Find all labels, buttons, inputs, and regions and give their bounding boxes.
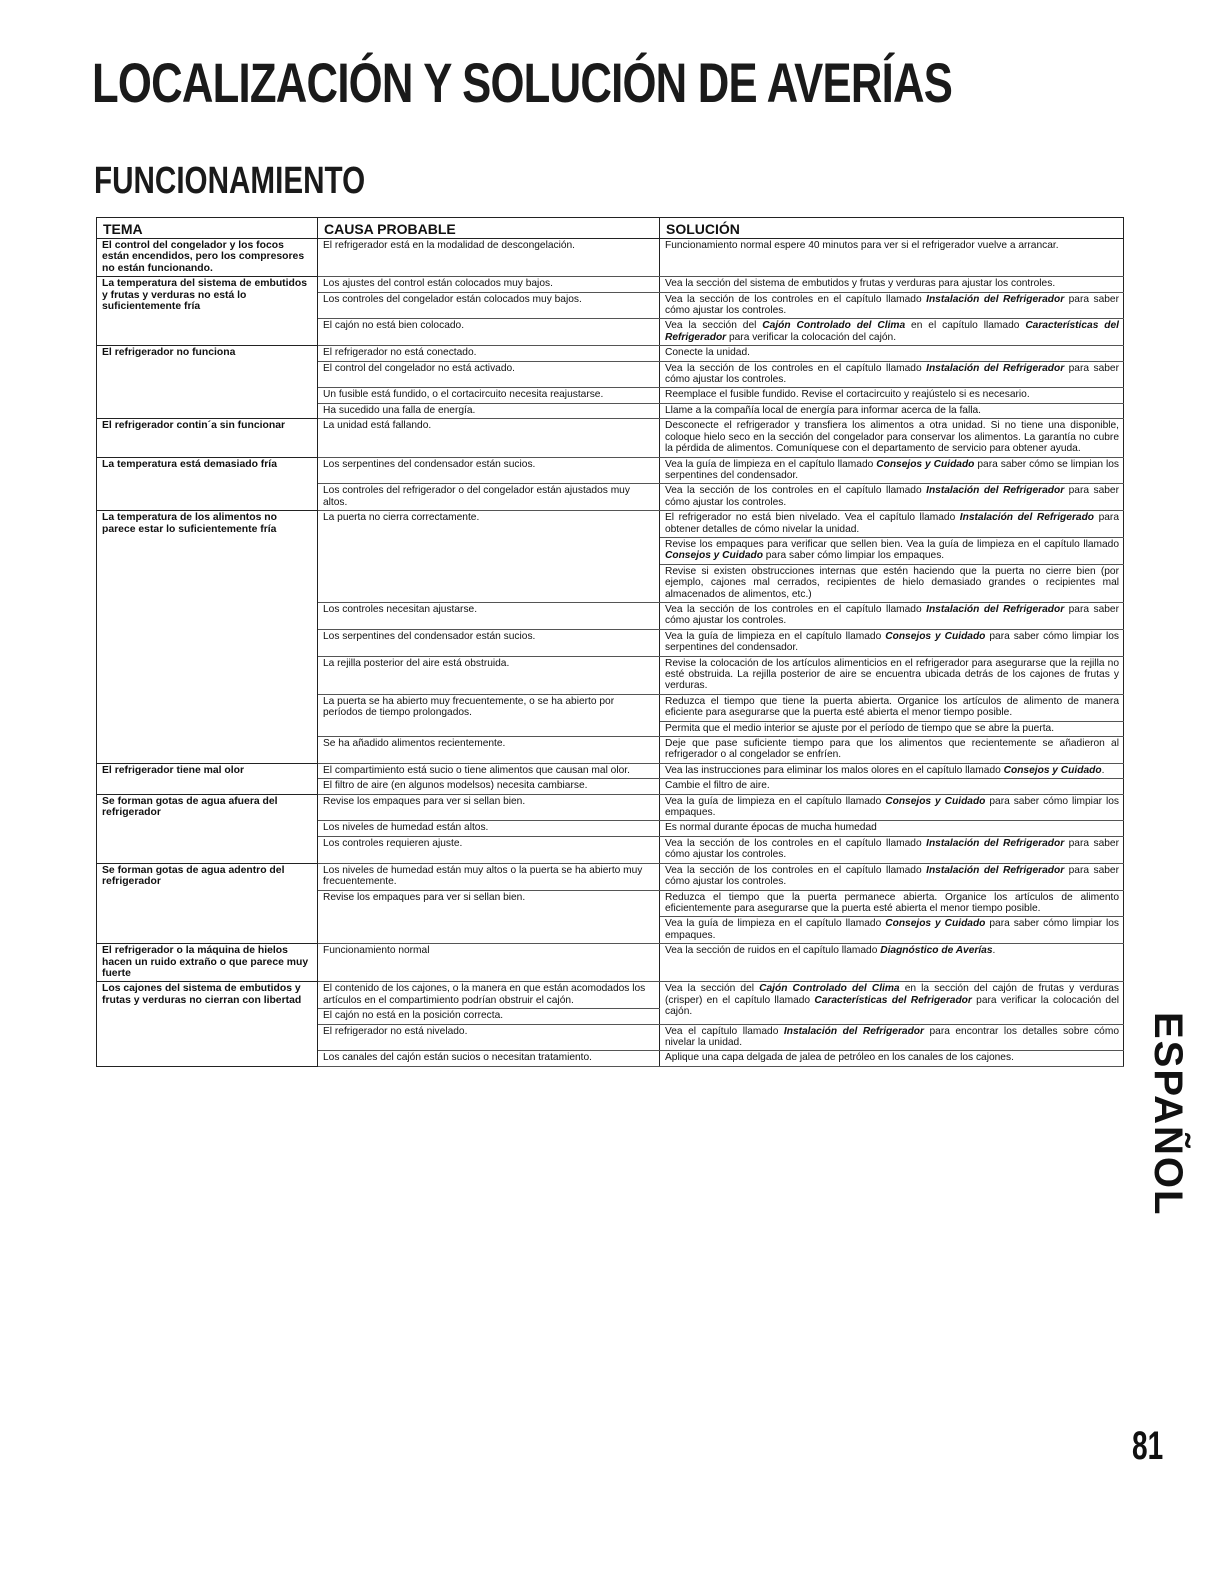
table-body <box>97 239 1124 1067</box>
causa-cell: El refrigerador no está nivelado. <box>318 1024 660 1051</box>
tema-cell: El refrigerador o la máquina de hielos hacen un ruido extraño o que parece muy fuerte <box>97 944 318 982</box>
solucion-cell <box>660 292 1124 319</box>
solucion-text: Cambie el filtro de aire. <box>665 780 770 792</box>
solucion-cell <box>660 564 1124 602</box>
solucion-text: Aplique una capa delgada de jalea de petróleo en los canales de los cajones. <box>665 1052 1014 1064</box>
solucion-text: Vea la sección del <box>665 320 763 332</box>
table-row <box>97 346 1124 361</box>
language-tab <box>1140 1010 1200 1217</box>
solucion-cell <box>660 821 1124 836</box>
solucion-text: Vea la guía de limpieza en el capítulo llamado <box>665 458 877 470</box>
solucion-cell <box>660 403 1124 418</box>
causa-cell: Los controles requieren ajuste. <box>318 836 660 863</box>
solucion-text: Vea las instrucciones para eliminar los malos olores en el capítulo llamado <box>665 764 1004 776</box>
solucion-cell <box>660 388 1124 403</box>
solucion-text: Vea la guía de limpieza en el capítulo llamado <box>665 630 886 642</box>
chapter-reference: Consejos y Cuidado <box>885 795 986 807</box>
header-tema: TEMA <box>97 218 318 239</box>
solucion-cell <box>660 836 1124 863</box>
solucion-text: en la sección del cajón de frutas y verduras (crisper) en el capítulo llamado <box>665 983 1119 1006</box>
solucion-cell <box>660 890 1124 917</box>
table-row <box>97 982 1124 1009</box>
solucion-text: Vea la sección del sistema de embutidos y frutas y verduras para ajustar los controles. <box>665 278 1056 290</box>
section-title: FUNCIONAMIENTO <box>94 160 366 202</box>
table-row <box>97 419 1124 457</box>
solucion-text: Vea la sección de los controles en el capítulo llamado <box>665 485 927 497</box>
chapter-reference: Instalación del Refrigerador <box>926 864 1065 876</box>
solucion-text: Llame a la compañía local de energía para informar acerca de la falla. <box>665 404 981 416</box>
solucion-cell <box>660 319 1124 346</box>
solucion-text: para saber cómo limpiar los empaques. <box>665 795 1119 819</box>
solucion-cell <box>660 721 1124 736</box>
causa-cell: El cajón no está bien colocado. <box>318 319 660 346</box>
causa-cell: El contenido de los cajones, o la manera en que están acomodados los artículos en el compartimiento podrían obstruir el cajón. <box>318 982 660 1009</box>
table-header-row <box>97 218 1124 239</box>
chapter-reference: Consejos y Cuidado <box>885 918 986 930</box>
page-title: LOCALIZACIÓN Y SOLUCIÓN DE AVERÍAS <box>92 51 953 114</box>
solucion-text: para saber cómo ajustar los controles. <box>665 485 1119 508</box>
causa-cell: Los ajustes del control están colocados muy bajos. <box>318 277 660 292</box>
solucion-text: Vea la sección de ruidos en el capítulo llamado <box>665 945 881 957</box>
causa-cell: El filtro de aire (en algunos modelsos) necesita cambiarse. <box>318 779 660 794</box>
header-causa: CAUSA PROBABLE <box>318 218 660 239</box>
causa-cell: El refrigerador está en la modalidad de descongelación. <box>318 239 660 277</box>
causa-cell: Los niveles de humedad están altos. <box>318 821 660 836</box>
chapter-reference: Cajón Controlado del Clima <box>762 320 906 332</box>
solucion-text: Vea la sección de los controles en el capítulo llamado <box>665 837 927 849</box>
solucion-cell <box>660 944 1124 982</box>
chapter-reference: Instalación del Refrigerador <box>926 362 1065 374</box>
tema-cell: La temperatura está demasiado fría <box>97 457 318 511</box>
solucion-text: El refrigerador no está bien nivelado. Vea el capítulo llamado <box>665 512 960 524</box>
table-row <box>97 944 1124 982</box>
solucion-cell <box>660 1024 1124 1051</box>
solucion-cell <box>660 361 1124 388</box>
causa-cell: Revise los empaques para ver si sellan bien. <box>318 794 660 821</box>
tema-cell: Se forman gotas de agua afuera del refrigerador <box>97 794 318 863</box>
solucion-text: Reduzca el tiempo que la puerta permanece abierta. Organice los artículos de alimento eficientemente para asegurarse que la puerta esté abierta el menor tiempo posible. <box>665 891 1119 914</box>
solucion-cell <box>660 537 1124 564</box>
solucion-text: Permita que el medio interior se ajuste por el período de tiempo que se abre la puerta. <box>665 722 1055 734</box>
solucion-cell <box>660 419 1124 457</box>
table-row <box>97 457 1124 484</box>
language-tab-label: ESPAÑOL <box>1146 1012 1190 1217</box>
solucion-text: Vea la guía de limpieza en el capítulo llamado <box>665 795 886 807</box>
chapter-reference: Consejos y Cuidado <box>665 550 763 562</box>
solucion-text: para saber cómo ajustar los controles. <box>665 837 1119 861</box>
solucion-cell <box>660 779 1124 794</box>
causa-cell: Los controles del congelador están colocados muy bajos. <box>318 292 660 319</box>
solucion-text: para saber cómo limpiar los empaques. <box>762 550 945 562</box>
causa-cell: Los serpentines del condensador están sucios. <box>318 629 660 656</box>
solucion-text: Revise la colocación de los artículos alimenticios en el refrigerador para asegurarse que la rejilla no esté obstruida. La rejilla posterior de aire se encuentra ubicada detrás de los cajones de frutas y verduras. <box>665 657 1119 692</box>
solucion-cell <box>660 737 1124 764</box>
causa-cell: Los niveles de humedad están muy altos o la puerta se ha abierto muy frecuentemente. <box>318 863 660 890</box>
solucion-cell <box>660 982 1124 1024</box>
solucion-text: para encontrar los detalles sobre cómo nivelar la unidad. <box>665 1025 1119 1048</box>
chapter-reference: Consejos y Cuidado <box>885 630 986 642</box>
solucion-text: Vea la sección de los controles en el capítulo llamado <box>665 864 927 876</box>
causa-cell: Ha sucedido una falla de energía. <box>318 403 660 418</box>
chapter-reference: Instalación del Refrigerador <box>926 293 1065 305</box>
causa-cell: La rejilla posterior del aire está obstruida. <box>318 656 660 694</box>
table-row <box>97 763 1124 778</box>
causa-cell: Los controles del refrigerador o del congelador están ajustados muy altos. <box>318 484 660 511</box>
solucion-cell <box>660 1051 1124 1066</box>
solucion-text: en el capítulo llamado <box>905 320 1026 332</box>
causa-cell: El refrigerador no está conectado. <box>318 346 660 361</box>
solucion-text: Vea la sección de los controles en el capítulo llamado <box>665 362 927 374</box>
chapter-reference: Consejos y Cuidado <box>876 458 975 470</box>
solucion-text: Conecte la unidad. <box>665 347 750 359</box>
causa-cell: Se ha añadido alimentos recientemente. <box>318 737 660 764</box>
chapter-reference: Diagnóstico de Averías <box>880 945 993 957</box>
solucion-cell <box>660 763 1124 778</box>
tema-cell: La temperatura de los alimentos no parece estar lo suficientemente fría <box>97 511 318 764</box>
solucion-cell <box>660 484 1124 511</box>
chapter-reference: Características del Refrigerador <box>665 320 1120 343</box>
solucion-cell <box>660 863 1124 890</box>
tema-cell: El refrigerador contin´a sin funcionar <box>97 419 318 457</box>
solucion-text: Desconecte el refrigerador y transfiera los alimentos a otra unidad. Si no tiene una disponible, coloque hielo seco en la sección del congelador para conservar los alimentos. La garantía no cubre la pérdida de alimentos. Comuníquese con el departamento de servicio para obtener ayuda. <box>665 420 1119 455</box>
solucion-text: para verificar la colocación del cajón. <box>665 994 1119 1018</box>
solucion-cell <box>660 656 1124 694</box>
solucion-text: Vea la sección de los controles en el capítulo llamado <box>665 293 927 305</box>
header-solucion: SOLUCIÓN <box>660 218 1124 239</box>
tema-cell: El control del congelador y los focos están encendidos, pero los compresores no están funcionando. <box>97 239 318 277</box>
causa-cell: Funcionamiento normal <box>318 944 660 982</box>
causa-cell: El cajón no está en la posición correcta. <box>318 1009 660 1024</box>
solucion-cell <box>660 794 1124 821</box>
solucion-text: Revise si existen obstrucciones internas que estén haciendo que la puerta no cierre bien (por ejemplo, cajones mal cerrados, recipientes de hielo demasiado grandes o recipientes mal almacenados de alimentos, etc.) <box>665 565 1119 600</box>
solucion-text: para saber cómo ajustar los controles. <box>665 864 1119 888</box>
solucion-text: para saber cómo se limpian los serpentines del condensador. <box>665 458 1119 481</box>
chapter-reference: Instalación del Refrigerador <box>783 1025 924 1037</box>
solucion-text: para saber cómo limpiar los serpentines del condensador. <box>665 630 1119 654</box>
solucion-text: para saber cómo ajustar los controles. <box>665 293 1119 317</box>
causa-cell: El control del congelador no está activado. <box>318 361 660 388</box>
table-row <box>97 511 1124 538</box>
solucion-text: Vea la guía de limpieza en el capítulo llamado <box>665 918 886 930</box>
table-row <box>97 794 1124 821</box>
page-number: 81 <box>1132 1424 1164 1468</box>
table-row <box>97 239 1124 277</box>
tema-cell: Se forman gotas de agua adentro del refrigerador <box>97 863 318 943</box>
chapter-reference: Características del Refrigerador <box>814 994 972 1006</box>
causa-cell: Los canales del cajón están sucios o necesitan tratamiento. <box>318 1051 660 1066</box>
tema-cell: La temperatura del sistema de embutidos y frutas y verduras no está lo suficientemente fría <box>97 277 318 346</box>
chapter-reference: Instalación del Refrigerador <box>926 603 1065 615</box>
causa-cell: Un fusible está fundido, o el cortacircuito necesita reajustarse. <box>318 388 660 403</box>
causa-cell: Revise los empaques para ver si sellan bien. <box>318 890 660 944</box>
solucion-text: Funcionamiento normal espere 40 minutos para ver si el refrigerador vuelve a arrancar. <box>665 240 1059 251</box>
tema-cell: El refrigerador tiene mal olor <box>97 763 318 794</box>
solucion-text: Vea la sección del <box>665 983 760 995</box>
solucion-text: Reduzca el tiempo que tiene la puerta abierta. Organice los artículos de alimento de manera eficiente para asegurarse que la puerta esté abierta el menor tiempo posible. <box>665 695 1119 719</box>
causa-cell: La unidad está fallando. <box>318 419 660 457</box>
solucion-text: . <box>1101 764 1105 776</box>
solucion-cell <box>660 346 1124 361</box>
causa-cell: Los serpentines del condensador están sucios. <box>318 457 660 484</box>
chapter-reference: Instalación del Refrigerador <box>926 837 1065 849</box>
solucion-text: . <box>992 945 996 957</box>
solucion-cell <box>660 629 1124 656</box>
solucion-cell <box>660 239 1124 277</box>
solucion-text: para obtener detalles de cómo nivelar la unidad. <box>665 512 1119 535</box>
table-row <box>97 277 1124 292</box>
solucion-text: Reemplace el fusible fundido. Revise el cortacircuito y reajústelo si es necesario. <box>665 389 1030 401</box>
solucion-text: para saber cómo limpiar los empaques. <box>665 918 1119 941</box>
solucion-cell <box>660 917 1124 944</box>
causa-cell: La puerta no cierra correctamente. <box>318 511 660 603</box>
tema-cell: Los cajones del sistema de embutidos y frutas y verduras no cierran con libertad <box>97 982 318 1066</box>
table-row <box>97 863 1124 890</box>
solucion-text: Revise los empaques para verificar que sellen bien. Vea la guía de limpieza en el capítulo llamado <box>665 538 1119 550</box>
chapter-reference: Consejos y Cuidado <box>1003 764 1102 776</box>
solucion-text: Vea la sección de los controles en el capítulo llamado <box>665 603 927 615</box>
chapter-reference: Instalación del Refrigerador <box>926 485 1065 497</box>
solucion-text: Vea el capítulo llamado <box>665 1025 784 1037</box>
causa-cell: El compartimiento está sucio o tiene alimentos que causan mal olor. <box>318 763 660 778</box>
chapter-reference: Instalación del Refrigerado <box>959 512 1095 524</box>
solucion-cell <box>660 602 1124 629</box>
solucion-cell <box>660 277 1124 292</box>
solucion-text: Es normal durante épocas de mucha humedad <box>665 822 877 834</box>
solucion-text: para saber cómo ajustar los controles. <box>665 362 1119 386</box>
solucion-cell <box>660 457 1124 484</box>
causa-cell: Los controles necesitan ajustarse. <box>318 602 660 629</box>
solucion-text: Deje que pase suficiente tiempo para que los alimentos que recientemente se añadieron al refrigerador o al congelador se enfríen. <box>665 738 1119 761</box>
solucion-cell <box>660 694 1124 721</box>
chapter-reference: Cajón Controlado del Clima <box>759 983 900 995</box>
troubleshooting-table <box>96 217 1124 1067</box>
solucion-text: para saber cómo ajustar los controles. <box>665 603 1119 627</box>
solucion-text: para verificar la colocación del cajón. <box>726 331 897 343</box>
causa-cell: La puerta se ha abierto muy frecuentemente, o se ha abierto por períodos de tiempo prolongados. <box>318 694 660 736</box>
solucion-cell <box>660 511 1124 538</box>
tema-cell: El refrigerador no funciona <box>97 346 318 419</box>
